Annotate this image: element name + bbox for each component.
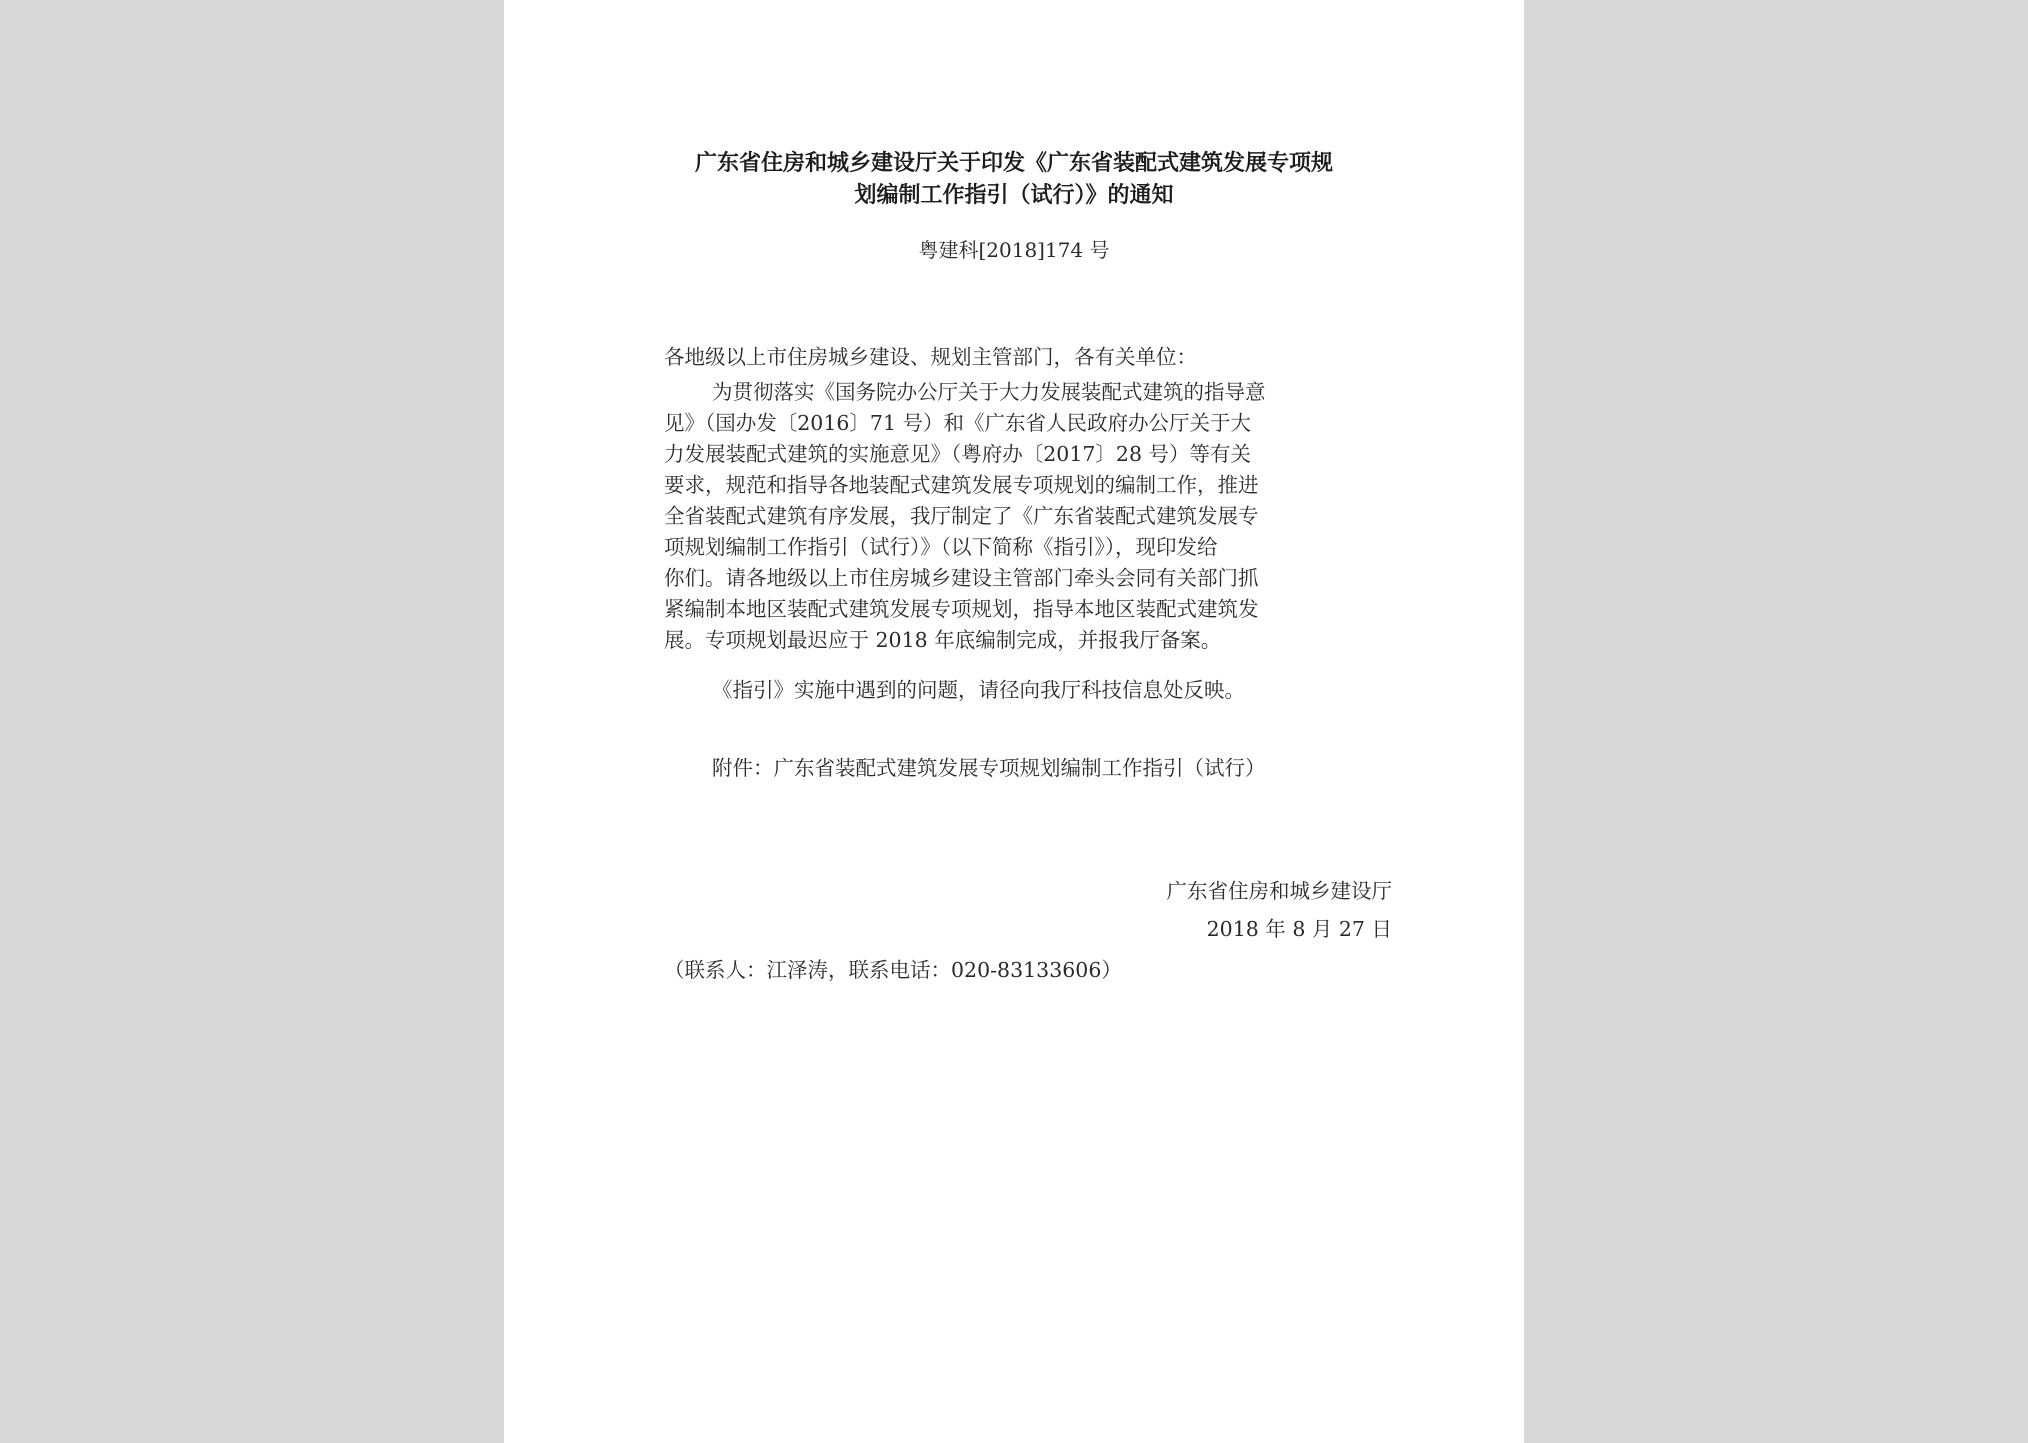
body-line-2: 见》（国办发〔2016〕71 号）和《广东省人民政府办公厅关于大 bbox=[664, 411, 1252, 435]
feedback-paragraph: 《指引》实施中遇到的问题，请径向我厅科技信息处反映。 bbox=[712, 678, 1245, 702]
body-line-6: 项规划编制工作指引（试行）》（以下简称《指引》），现印发给 bbox=[664, 535, 1218, 559]
body-line-3: 力发展装配式建筑的实施意见》（粤府办〔2017〕28 号）等有关 bbox=[664, 442, 1252, 466]
document-body bbox=[664, 342, 1384, 656]
contact-info: （联系人：江泽涛，联系电话：020-83133606） bbox=[664, 958, 1122, 982]
body-line-9: 展。专项规划最迟应于 2018 年底编制完成，并报我厅备案。 bbox=[664, 628, 1222, 652]
title-line-1: 广东省住房和城乡建设厅关于印发《广东省装配式建筑发展专项规 bbox=[694, 151, 1333, 176]
body-line-8: 紧编制本地区装配式建筑发展专项规划，指导本地区装配式建筑发 bbox=[664, 597, 1259, 621]
body-line-5: 全省装配式建筑有序发展，我厅制定了《广东省装配式建筑发展专 bbox=[664, 504, 1259, 528]
body-line-1: 为贯彻落实《国务院办公厅关于大力发展装配式建筑的指导意 bbox=[712, 380, 1266, 404]
title-line-2: 划编制工作指引（试行）》的通知 bbox=[854, 183, 1174, 208]
salutation: 各地级以上市住房城乡建设、规划主管部门，各有关单位： bbox=[664, 345, 1197, 369]
body-line-4: 要求，规范和指导各地装配式建筑发展专项规划的编制工作，推进 bbox=[664, 473, 1259, 497]
document-number: 粤建科[2018]174 号 bbox=[918, 238, 1110, 262]
document-title bbox=[654, 148, 1374, 212]
attachment-line: 附件：广东省装配式建筑发展专项规划编制工作指引（试行） bbox=[712, 756, 1266, 780]
body-line-7: 你们。请各地级以上市住房城乡建设主管部门牵头会同有关部门抓 bbox=[664, 566, 1259, 590]
signature-date: 2018 年 8 月 27 日 bbox=[1206, 917, 1392, 941]
body-paragraph bbox=[664, 377, 1384, 656]
signature-organization: 广东省住房和城乡建设厅 bbox=[1166, 879, 1392, 903]
document-page bbox=[504, 0, 1524, 1443]
